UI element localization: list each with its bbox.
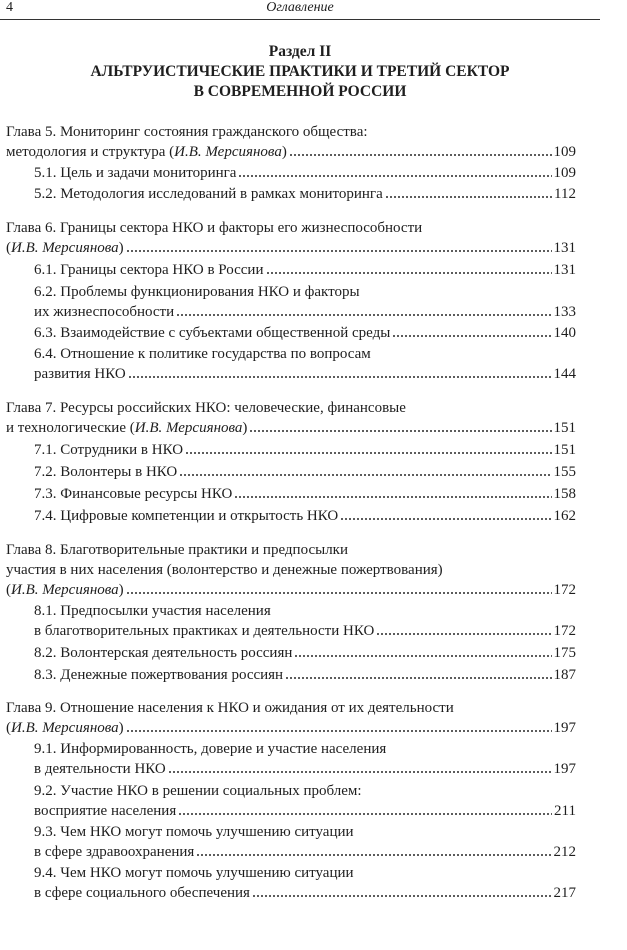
- section-6-4-title-line-2: развития НКО: [34, 366, 126, 382]
- chapter-5-author: И.В. Мерсиянова: [174, 144, 282, 160]
- chapter-5-entry[interactable]: [6, 142, 576, 162]
- section-7-1-page: 151: [553, 442, 576, 458]
- dot-leader: [176, 313, 551, 317]
- chapter-6-page: 131: [553, 240, 576, 256]
- section-6-2-title-line-1: 6.2. Проблемы функционирования НКО и факторы: [34, 284, 360, 300]
- dot-leader: [126, 591, 552, 595]
- chapter-9-author: И.В. Мерсиянова: [11, 720, 119, 736]
- chapter-9-page: 197: [553, 720, 576, 736]
- section-9-4-title-line-1: 9.4. Чем НКО могут помочь улучшению ситуации: [34, 865, 354, 881]
- section-6-4-entry[interactable]: [34, 364, 576, 384]
- dot-leader: [238, 174, 551, 178]
- dot-leader: [376, 632, 551, 636]
- section-7-1-entry[interactable]: [34, 440, 576, 460]
- section-6-2-entry[interactable]: [34, 302, 576, 322]
- section-6-1-title: 6.1. Границы сектора НКО в России: [34, 262, 264, 278]
- section-title-line-1: АЛЬТРУИСТИЧЕСКИЕ ПРАКТИКИ И ТРЕТИЙ СЕКТОР: [90, 63, 510, 80]
- section-8-2-entry[interactable]: [34, 643, 576, 663]
- section-6-3-title: 6.3. Взаимодействие с субъектами общественной среды: [34, 325, 391, 341]
- section-9-1-title-line-2: в деятельности НКО: [34, 761, 166, 777]
- dot-leader: [185, 451, 551, 455]
- section-5-2-title: 5.2. Методология исследований в рамках мониторинга: [34, 186, 383, 202]
- dot-leader: [266, 271, 552, 275]
- chapter-6-close-paren: ): [118, 240, 124, 256]
- dot-leader: [196, 853, 551, 857]
- section-9-3-page: 212: [553, 844, 576, 860]
- section-6-1-entry[interactable]: [34, 260, 576, 280]
- chapter-9-entry[interactable]: [6, 718, 576, 738]
- section-6-4-page: 144: [553, 366, 576, 382]
- dot-leader: [252, 894, 552, 898]
- section-9-3-title-line-1: 9.3. Чем НКО могут помочь улучшению ситуации: [34, 824, 354, 840]
- section-5-1-page: 109: [553, 165, 576, 181]
- section-heading: [0, 42, 600, 102]
- section-6-2-page: 133: [553, 304, 576, 320]
- chapter-7-entry[interactable]: [6, 418, 576, 438]
- section-8-2-title: 8.2. Волонтерская деятельность россиян: [34, 645, 293, 661]
- section-8-1-page: 172: [553, 623, 576, 639]
- section-8-1-entry[interactable]: [34, 621, 576, 641]
- chapter-9-open-paren: (: [6, 720, 11, 736]
- section-9-2-entry[interactable]: [34, 801, 576, 821]
- chapter-8-entry[interactable]: [6, 580, 576, 600]
- chapter-6-title-line-1: Глава 6. Границы сектора НКО и факторы его жизнеспособности: [6, 220, 423, 236]
- chapter-5-close-paren: ): [281, 144, 287, 160]
- dot-leader: [234, 495, 551, 499]
- section-8-3-title: 8.3. Денежные пожертвования россиян: [34, 667, 284, 683]
- dot-leader: [178, 812, 552, 816]
- section-6-1-page: 131: [553, 262, 576, 278]
- dot-leader: [392, 334, 551, 338]
- chapter-8-close-paren: ): [118, 582, 124, 598]
- dot-leader: [126, 729, 552, 733]
- section-9-1-entry[interactable]: [34, 759, 576, 779]
- section-9-1-page: 197: [553, 761, 576, 777]
- section-9-1-title-line-1: 9.1. Информированность, доверие и участие населения: [34, 741, 387, 757]
- dot-leader: [340, 517, 551, 521]
- dot-leader: [289, 153, 552, 157]
- section-label: Раздел II: [268, 43, 332, 60]
- chapter-8-title-line-1: Глава 8. Благотворительные практики и предпосылки: [6, 542, 348, 558]
- chapter-8-open-paren: (: [6, 582, 11, 598]
- page-number: 4: [6, 0, 13, 15]
- chapter-5-title-line-1: Глава 5. Мониторинг состояния гражданского общества:: [6, 124, 368, 140]
- section-9-4-title-line-2: в сфере социального обеспечения: [34, 885, 250, 901]
- chapter-8-title-line-2: участия в них населения (волонтерство и денежные пожертвования): [6, 562, 443, 578]
- chapter-6-author: И.В. Мерсиянова: [11, 240, 119, 256]
- dot-leader: [179, 473, 551, 477]
- section-7-1-title: 7.1. Сотрудники в НКО: [34, 442, 184, 458]
- section-8-3-entry[interactable]: [34, 665, 576, 685]
- chapter-5-page: 109: [553, 144, 576, 160]
- chapter-7-title-line-1: Глава 7. Ресурсы российских НКО: человеческие, финансовые: [6, 400, 406, 416]
- running-title: Оглавление: [266, 0, 334, 15]
- section-6-3-entry[interactable]: [34, 323, 576, 343]
- chapter-9-close-paren: ): [118, 720, 124, 736]
- chapter-9-title-line-1: Глава 9. Отношение населения к НКО и ожидания от их деятельности: [6, 700, 454, 716]
- dot-leader: [249, 429, 551, 433]
- section-9-3-entry[interactable]: [34, 842, 576, 862]
- dot-leader: [126, 249, 552, 253]
- section-7-2-entry[interactable]: [34, 462, 576, 482]
- dot-leader: [285, 676, 551, 680]
- dot-leader: [385, 195, 552, 199]
- section-9-4-page: 217: [553, 885, 576, 901]
- section-8-3-page: 187: [553, 667, 576, 683]
- section-title-line-2: В СОВРЕМЕННОЙ РОССИИ: [193, 83, 407, 100]
- dot-leader: [294, 654, 551, 658]
- section-5-2-entry[interactable]: [34, 184, 576, 204]
- chapter-7-title-line-2: и технологические (: [6, 420, 135, 436]
- section-9-2-page: 211: [554, 803, 576, 819]
- section-6-4-title-line-1: 6.4. Отношение к политике государства по вопросам: [34, 346, 371, 362]
- section-9-4-entry[interactable]: [34, 883, 576, 903]
- section-9-2-title-line-2: восприятие населения: [34, 803, 177, 819]
- section-9-3-title-line-2: в сфере здравоохранения: [34, 844, 195, 860]
- dot-leader: [128, 375, 552, 379]
- section-7-2-title: 7.2. Волонтеры в НКО: [34, 464, 178, 480]
- section-5-1-entry[interactable]: [34, 163, 576, 183]
- section-8-1-title-line-1: 8.1. Предпосылки участия населения: [34, 603, 271, 619]
- section-8-2-page: 175: [553, 645, 576, 661]
- chapter-6-entry[interactable]: [6, 238, 576, 258]
- section-8-1-title-line-2: в благотворительных практиках и деятельности НКО: [34, 623, 375, 639]
- dot-leader: [168, 770, 552, 774]
- chapter-6-open-paren: (: [6, 240, 11, 256]
- section-7-4-entry[interactable]: [34, 506, 576, 526]
- chapter-8-page: 172: [553, 582, 576, 598]
- section-9-2-title-line-1: 9.2. Участие НКО в решении социальных проблем:: [34, 783, 362, 799]
- chapter-7-page: 151: [553, 420, 576, 436]
- chapter-8-author: И.В. Мерсиянова: [11, 582, 119, 598]
- page-header: [0, 0, 600, 20]
- section-6-3-page: 140: [553, 325, 576, 341]
- section-5-2-page: 112: [554, 186, 576, 202]
- chapter-7-close-paren: ): [242, 420, 248, 436]
- section-7-3-entry[interactable]: [34, 484, 576, 504]
- section-7-3-title: 7.3. Финансовые ресурсы НКО: [34, 486, 233, 502]
- chapter-5-title-line-2: методология и структура (: [6, 144, 175, 160]
- section-7-4-title: 7.4. Цифровые компетенции и открытость НКО: [34, 508, 339, 524]
- section-7-4-page: 162: [553, 508, 576, 524]
- section-5-1-title: 5.1. Цель и задачи мониторинга: [34, 165, 237, 181]
- section-7-2-page: 155: [553, 464, 576, 480]
- section-6-2-title-line-2: их жизнеспособности: [34, 304, 175, 320]
- chapter-7-author: И.В. Мерсиянова: [134, 420, 243, 436]
- section-7-3-page: 158: [553, 486, 576, 502]
